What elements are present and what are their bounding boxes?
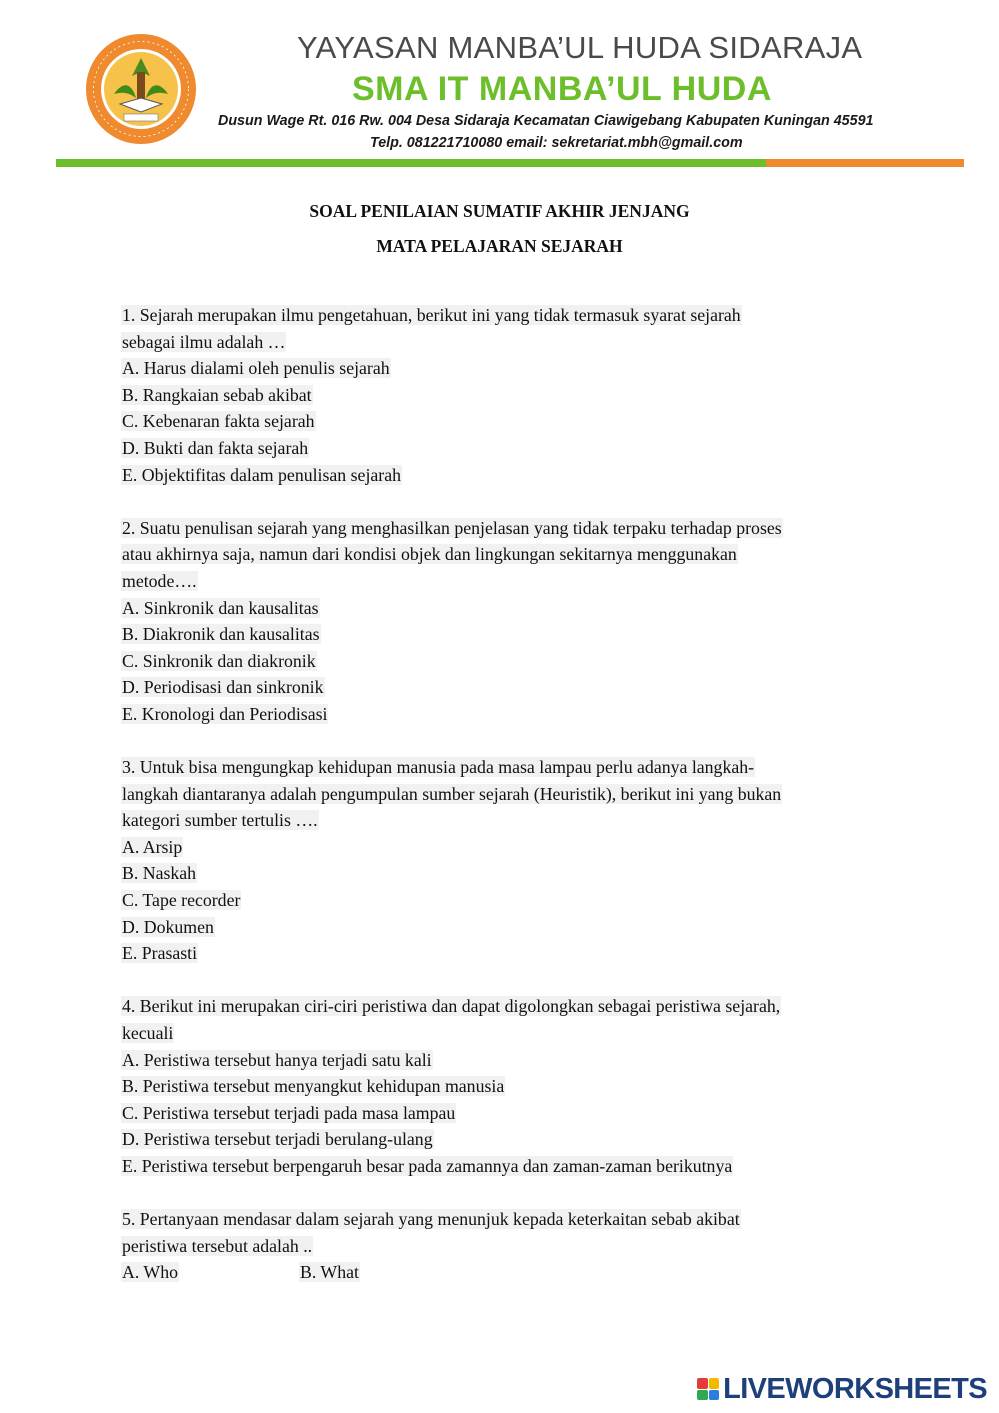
- option-e: E. Kronologi dan Periodisasi: [122, 703, 328, 724]
- question-text: metode….: [122, 570, 197, 591]
- liveworksheets-logo-text: LIVEWORKSHEETS: [723, 1372, 987, 1405]
- option-a: A. Who: [122, 1262, 178, 1283]
- question-text: kecuali: [122, 1023, 174, 1044]
- school-contact: Telp. 081221710080 email: sekretariat.mbh@gmail.com: [370, 135, 743, 151]
- question-text: peristiwa tersebut adalah ..: [122, 1235, 313, 1256]
- question-text: 1. Sejarah merupakan ilmu pengetahuan, berikut ini yang tidak termasuk syarat sejarah: [122, 305, 741, 325]
- question-text: kategori sumber tertulis ….: [122, 810, 318, 831]
- school-name: SMA IT MANBA’UL HUDA: [352, 70, 772, 108]
- school-logo: [84, 32, 198, 146]
- option-a: A. Sinkronik dan kausalitas: [122, 597, 319, 618]
- option-c: C. Sinkronik dan diakronik: [122, 650, 316, 671]
- header-divider-green: [56, 159, 766, 167]
- option-a: A. Arsip: [122, 836, 183, 857]
- liveworksheets-watermark: [687, 1371, 987, 1407]
- option-c: C. Kebenaran fakta sejarah: [122, 411, 315, 432]
- option-b: B. Peristiwa tersebut menyangkut kehidupan manusia: [122, 1076, 505, 1097]
- question-text: 5. Pertanyaan mendasar dalam sejarah yang menunjuk kepada keterkaitan sebab akibat: [122, 1209, 740, 1230]
- header-divider-orange: [766, 159, 964, 167]
- exam-title: SOAL PENILAIAN SUMATIF AKHIR JENJANG: [309, 201, 690, 221]
- letterhead: [0, 0, 999, 175]
- option-e: E. Objektifitas dalam penulisan sejarah: [122, 464, 401, 485]
- option-b: B. What: [299, 1262, 359, 1283]
- option-d: D. Bukti dan fakta sejarah: [122, 437, 309, 458]
- question-text: 4. Berikut ini merupakan ciri-ciri peristiwa dan dapat digolongkan sebagai peristiwa sejarah,: [122, 996, 781, 1017]
- subject-title: MATA PELAJARAN SEJARAH: [376, 236, 623, 256]
- foundation-name: YAYASAN MANBA’UL HUDA SIDARAJA: [297, 30, 863, 65]
- question-text: langkah diantaranya adalah pengumpulan sumber sejarah (Heuristik), berikut ini yang bukan: [122, 783, 782, 804]
- option-b: B. Diakronik dan kausalitas: [122, 624, 320, 645]
- question-text: atau akhirnya saja, namun dari kondisi objek dan lingkungan sekitarnya menggunakan: [122, 544, 737, 565]
- liveworksheets-icon: [697, 1378, 719, 1400]
- option-a: A. Peristiwa tersebut hanya terjadi satu kali: [122, 1049, 432, 1070]
- question-4: [121, 993, 881, 1179]
- question-list: [121, 302, 881, 1286]
- option-b: B. Rangkaian sebab akibat: [122, 384, 312, 405]
- question-2: [121, 515, 881, 728]
- option-b: B. Naskah: [122, 863, 197, 884]
- question-3: [121, 754, 881, 967]
- option-d: D. Periodisasi dan sinkronik: [122, 677, 324, 698]
- question-text: 3. Untuk bisa mengungkap kehidupan manusia pada masa lampau perlu adanya langkah-: [122, 757, 755, 778]
- school-address: Dusun Wage Rt. 016 Rw. 004 Desa Sidaraja Kecamatan Ciawigebang Kabupaten Kuningan 45591: [218, 113, 874, 129]
- option-a: A. Harus dialami oleh penulis sejarah: [122, 358, 390, 379]
- question-text: 2. Suatu penulisan sejarah yang menghasilkan penjelasan yang tidak terpaku terhadap proses: [122, 517, 782, 538]
- option-d: D. Peristiwa tersebut terjadi berulang-ulang: [122, 1129, 433, 1150]
- option-c: C. Peristiwa tersebut terjadi pada masa lampau: [122, 1102, 456, 1123]
- option-e: E. Prasasti: [122, 943, 198, 964]
- option-row: [121, 1259, 881, 1286]
- option-c: C. Tape recorder: [122, 890, 241, 911]
- question-5: [121, 1206, 881, 1286]
- question-text: sebagai ilmu adalah …: [122, 331, 286, 352]
- question-1: [121, 302, 881, 488]
- option-d: D. Dokumen: [122, 916, 214, 937]
- option-e: E. Peristiwa tersebut berpengaruh besar pada zamannya dan zaman-zaman berikutnya: [122, 1156, 733, 1176]
